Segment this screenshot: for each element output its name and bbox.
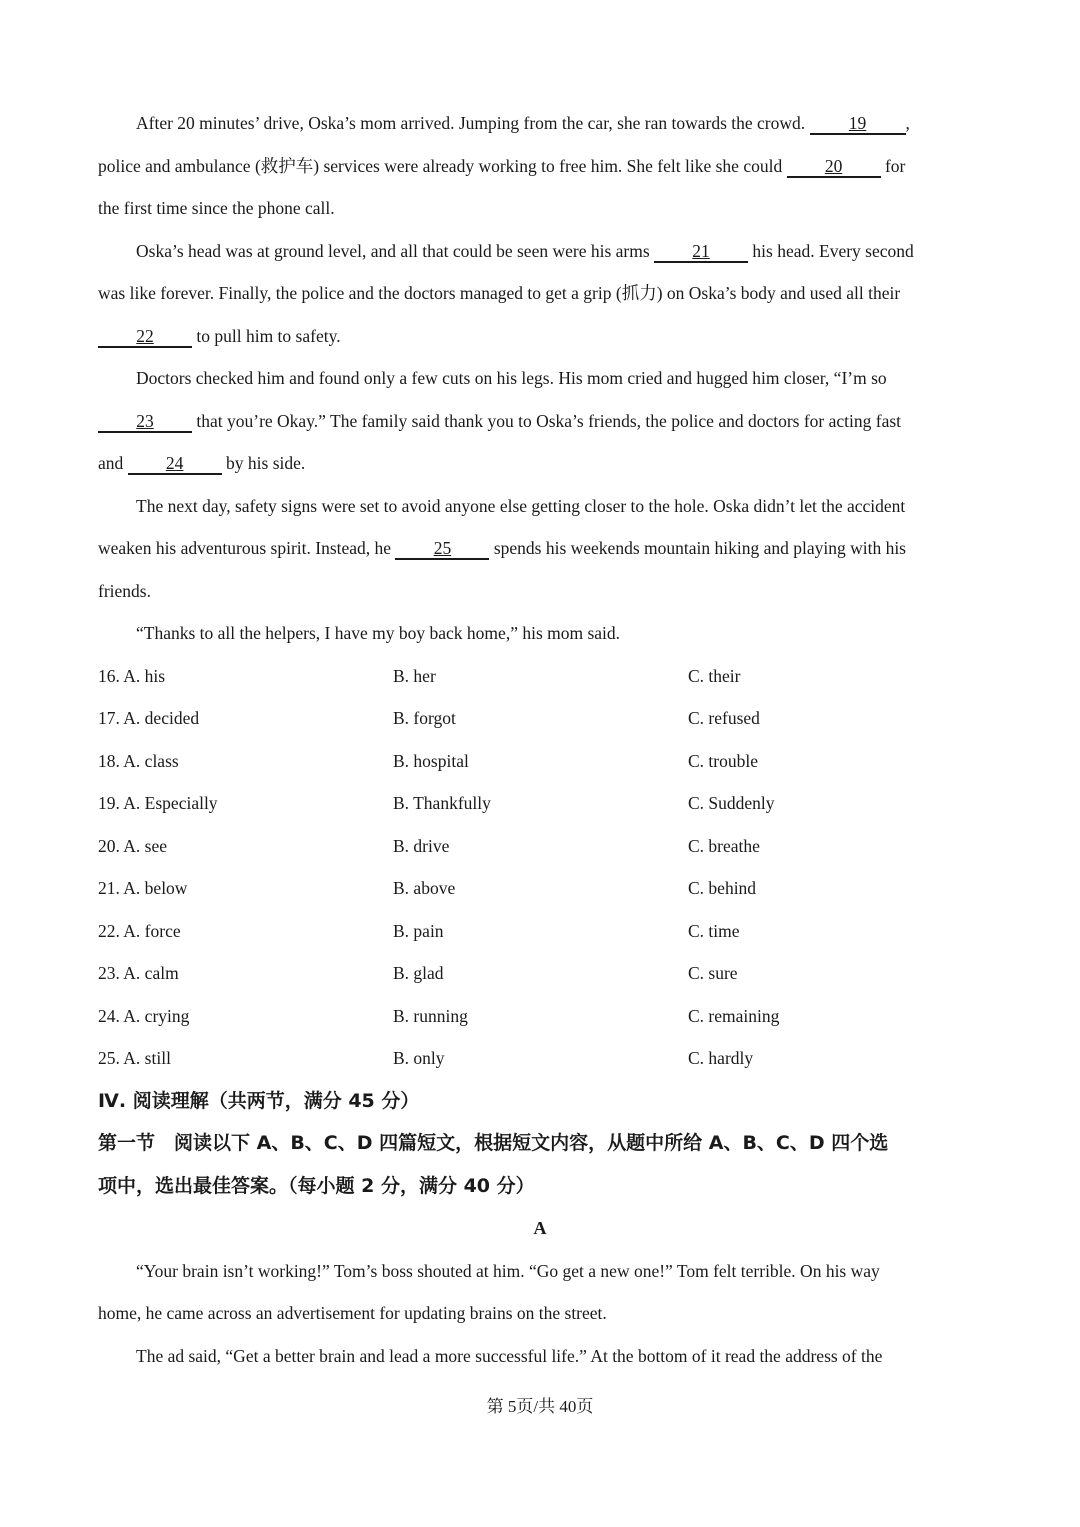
p3-line-1: Doctors checked him and found only a few cuts on his legs. His mom cried and hugged him closer, “I’m so [136, 368, 887, 388]
option-c: C. Suddenly [688, 793, 775, 813]
text: weaken his adventurous spirit. Instead, he [98, 538, 392, 558]
option-b: B. running [393, 1005, 468, 1026]
p4-line-3: friends. [98, 580, 151, 601]
p4-line-1: The next day, safety signs were set to avoid anyone else getting closer to the hole. Oska didn’t let the accident [136, 495, 906, 516]
blank-20: 20 [787, 156, 881, 178]
p3-line-3 [98, 442, 982, 485]
text: to pull him to safety. [196, 325, 341, 346]
option-row-24 [98, 995, 982, 1038]
p1-line-2 [98, 145, 982, 188]
text: After 20 minutes’ drive, Oska’s mom arrived. Jumping from the car, she ran towards the crowd. [136, 113, 806, 133]
option-c: C. sure [688, 963, 738, 983]
option-a: 24. A. crying [98, 1005, 190, 1026]
blank-25: 25 [395, 538, 489, 560]
text: his head. Every second [752, 240, 914, 261]
option-row-21 [98, 867, 982, 910]
p2-line-3 [98, 315, 982, 358]
p2-line-2: was like forever. Finally, the police and the doctors managed to get a grip (抓力) on Oska’s body and used all their [98, 283, 901, 303]
option-a: 23. A. calm [98, 963, 179, 983]
option-b: B. only [393, 1048, 445, 1068]
reading-line-3: The ad said, “Get a better brain and lead a more successful life.” At the bottom of it read the address of the [136, 1345, 883, 1366]
passage-label: A [533, 1218, 547, 1238]
option-c: C. time [688, 920, 740, 941]
option-a: 20. A. see [98, 835, 168, 856]
option-c: C. trouble [688, 750, 758, 771]
text: spends his weekends mountain hiking and playing with his [493, 538, 906, 558]
text: police and ambulance (救护车) services were already working to free him. She felt like she could [98, 155, 783, 176]
option-a: 21. A. below [98, 878, 188, 898]
option-b: B. forgot [393, 708, 456, 728]
p1-line-3: the first time since the phone call. [98, 198, 335, 218]
text: that you’re Okay.” The family said thank you to Oska’s friends, the police and doctors for acting fast [196, 410, 902, 431]
p4-line-2 [98, 527, 982, 570]
reading-line-2: home, he came across an advertisement for updating brains on the street. [98, 1303, 607, 1323]
option-a: 22. A. force [98, 920, 181, 941]
option-c: C. behind [688, 878, 757, 898]
options-list [98, 655, 982, 1080]
section-title: Ⅳ. 阅读理解（共两节，满分 45 分） [98, 1089, 420, 1112]
section-instruction-1: 第一节 阅读以下 A、B、C、D 四篇短文，根据短文内容，从题中所给 A、B、C、D 四个选 [98, 1132, 889, 1154]
text: for [884, 155, 906, 176]
option-b: B. above [393, 878, 456, 898]
option-a: 17. A. decided [98, 708, 200, 728]
text: by his side. [226, 453, 306, 473]
option-a: 25. A. still [98, 1048, 171, 1068]
option-c: C. refused [688, 708, 760, 728]
option-row-22 [98, 910, 982, 953]
text: and [98, 453, 124, 473]
option-b: B. pain [393, 920, 444, 941]
text: Oska’s head was at ground level, and all that could be seen were his arms [136, 240, 650, 261]
p1-line-1 [98, 102, 982, 145]
option-a: 16. A. his [98, 665, 166, 686]
document-page [98, 102, 982, 1377]
option-a: 19. A. Especially [98, 793, 218, 813]
page-footer: 第 5页/共 40页 [486, 1397, 594, 1416]
option-row-23 [98, 952, 982, 995]
blank-22: 22 [98, 326, 192, 348]
option-c: C. remaining [688, 1005, 780, 1026]
option-row-18 [98, 740, 982, 783]
text: , [905, 113, 910, 133]
option-row-16 [98, 655, 982, 698]
option-c: C. their [688, 665, 741, 686]
option-b: B. Thankfully [393, 793, 491, 813]
option-c: C. hardly [688, 1048, 754, 1068]
option-b: B. drive [393, 835, 450, 856]
option-row-17 [98, 697, 982, 740]
reading-line-1: “Your brain isn’t working!” Tom’s boss shouted at him. “Go get a new one!” Tom felt terrible. On his way [136, 1260, 880, 1281]
section-instruction-2: 项中，选出最佳答案。（每小题 2 分，满分 40 分） [98, 1174, 535, 1197]
blank-24: 24 [128, 453, 222, 475]
blank-19: 19 [810, 113, 906, 135]
option-a: 18. A. class [98, 750, 179, 771]
p2-line-1 [98, 230, 982, 273]
option-b: B. her [393, 665, 436, 686]
option-b: B. glad [393, 963, 444, 983]
blank-21: 21 [654, 241, 748, 263]
p5-line: “Thanks to all the helpers, I have my boy back home,” his mom said. [136, 623, 621, 643]
option-row-19 [98, 782, 982, 825]
p3-line-2 [98, 400, 982, 443]
option-b: B. hospital [393, 750, 469, 771]
option-row-20 [98, 825, 982, 868]
blank-23: 23 [98, 411, 192, 433]
option-row-25 [98, 1037, 982, 1080]
option-c: C. breathe [688, 835, 760, 856]
